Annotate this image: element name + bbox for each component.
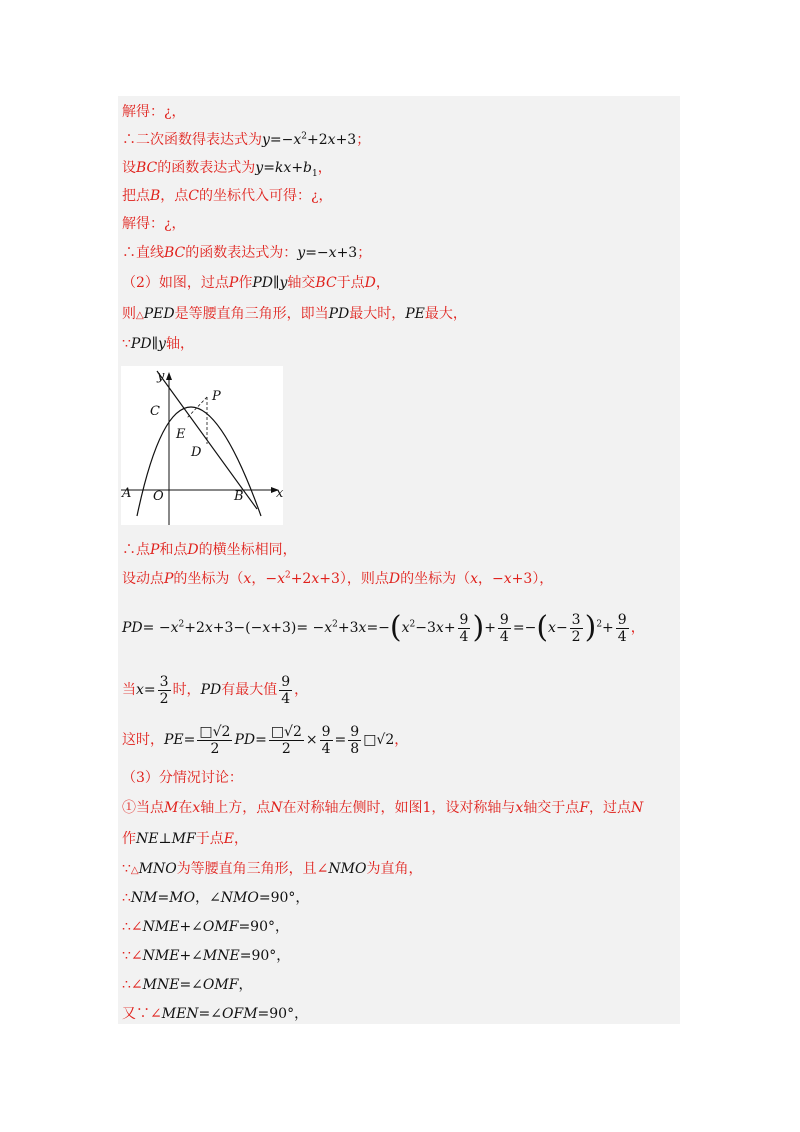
label-d: D <box>191 445 202 460</box>
solution-line-5: 解得：¿， <box>122 216 186 232</box>
solution-line-9: ∵PD∥y轴， <box>122 336 194 352</box>
label-y: y <box>157 369 165 384</box>
solution-line-3: 设BC的函数表达式为$y=kx+b_1$， <box>122 160 332 179</box>
solution-line-20: ∴∠NME+∠OMF=90°， <box>122 919 289 935</box>
label-a: A <box>122 486 132 501</box>
solution-line-12-pd-expression: $PD= -x^2+2x+3-(-x+3)= -x^2+3x=-(x^2-3x+$ $\frac{9}{4}$ )+ $\frac{9}{4}$ =−(x− $\frac{3}{2}$ )$^2$+ $\frac{9}{4}$ ， <box>122 610 645 645</box>
y-axis-arrow <box>166 372 172 380</box>
solution-line-4: 把点B，点C的坐标代入可得：¿， <box>122 188 333 204</box>
solution-line-22: ∴∠MNE=∠OMF， <box>122 977 253 993</box>
solution-line-7: （2）如图，过点P作PD∥y轴交BC于点D， <box>122 275 390 291</box>
solution-line-19: ∴NM=MO，∠NMO=90°， <box>122 890 310 906</box>
label-p: P <box>212 389 221 404</box>
label-x: x <box>276 486 283 501</box>
solution-line-16: ①当点M在x轴上方，点N在对称轴左侧时，如图1，设对称轴与x轴交于点F，过点N <box>122 800 644 816</box>
solution-line-1: 解得：¿， <box>122 104 186 120</box>
solution-line-6: ∴直线BC的函数表达式为：y=−x+3； <box>122 245 372 261</box>
solution-line-17: 作NE⊥MF于点E， <box>122 831 248 847</box>
parabola-figure <box>121 366 283 525</box>
label-b: B <box>234 489 244 504</box>
solution-line-23: 又∵∠MEN=∠OFM=90°， <box>122 1006 309 1022</box>
solution-line-21: ∵∠NME+∠MNE=90°， <box>122 948 291 964</box>
solution-line-8: 则△PED是等腰直角三角形，即当PD最大时，PE最大， <box>122 306 467 322</box>
label-e: E <box>176 427 186 442</box>
content-panel <box>118 96 680 1024</box>
label-c: C <box>150 404 160 419</box>
solution-line-18: ∵△MNO为等腰直角三角形，且∠NMO为直角， <box>122 861 423 877</box>
solution-line-2: ∴二次函数得表达式为$y=-x^2+2x+3$； <box>122 131 371 148</box>
solution-line-13: 当x= $\frac{3}{2}$ 时，PD有最大值 $\frac{9}{4}$ ， <box>122 673 309 707</box>
solution-line-15: （3）分情况讨论： <box>122 770 243 786</box>
solution-line-11: 设动点P的坐标为（x，$-x^2+2x+3$），则点D的坐标为（x，−x+3）， <box>122 570 554 587</box>
solution-line-10: ∴点P和点D的横坐标相同， <box>122 542 297 558</box>
solution-line-14: 这时，PE= $\frac{□√2}{2}$ PD= $\frac{□√2}{2}$ × $\frac{9}{4}$ = $\frac{9}{8}$ □√2， <box>122 723 409 757</box>
label-o: O <box>153 489 164 504</box>
